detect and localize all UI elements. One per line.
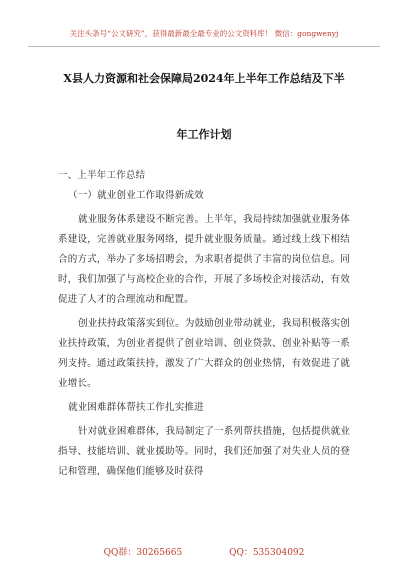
footer-qq: QQ：535304092	[229, 548, 305, 558]
header-banner: 关注头条号“公文研究”，获得最新最全最专业的公文资料库！ 微信：gongwenyj	[69, 29, 339, 38]
paragraph: 创业扶持政策落实到位。为鼓励创业带动就业，我局积极落实创业扶持政策，为创业者提供了创业培训、创业贷款、创业补贴等一系列支持。通过政策扶持，激发了广大群众的创业热情，有效促进了就业增长。	[58, 318, 350, 389]
title-line-1: X县人力资源和社会保障局2024年上半年工作总结及下半	[63, 72, 345, 85]
subsection-heading: （一）就业创业工作取得新成效	[68, 190, 204, 201]
document-title	[50, 70, 358, 142]
header-divider	[28, 46, 380, 47]
paragraph: 针对就业困难群体，我局制定了一系列帮扶措施，包括提供就业指导、技能培训、就业援助等。同时，我们还加强了对失业人员的登记和管理，确保他们能够及时获得	[58, 426, 350, 477]
footer-qq-group: QQ群：30265665	[103, 548, 183, 558]
document-body	[58, 166, 350, 482]
paragraph: 就业服务体系建设不断完善。上半年，我局持续加强就业服务体系建设，完善就业服务网络，提升就业服务质量。通过线上线下相结合的方式，举办了多场招聘会，为求职者提供了丰富的岗位信息。同时，我们加强了与高校企业的合作，开展了多场校企对接活动，有效促进了人才的合理流动和配置。	[58, 214, 350, 305]
sub-heading: 就业困难群体帮扶工作扎实推进	[68, 402, 204, 413]
footer-contacts	[0, 545, 408, 558]
title-line-2: 年工作计划	[176, 128, 232, 141]
section-heading: 一、上半年工作总结	[58, 170, 146, 181]
